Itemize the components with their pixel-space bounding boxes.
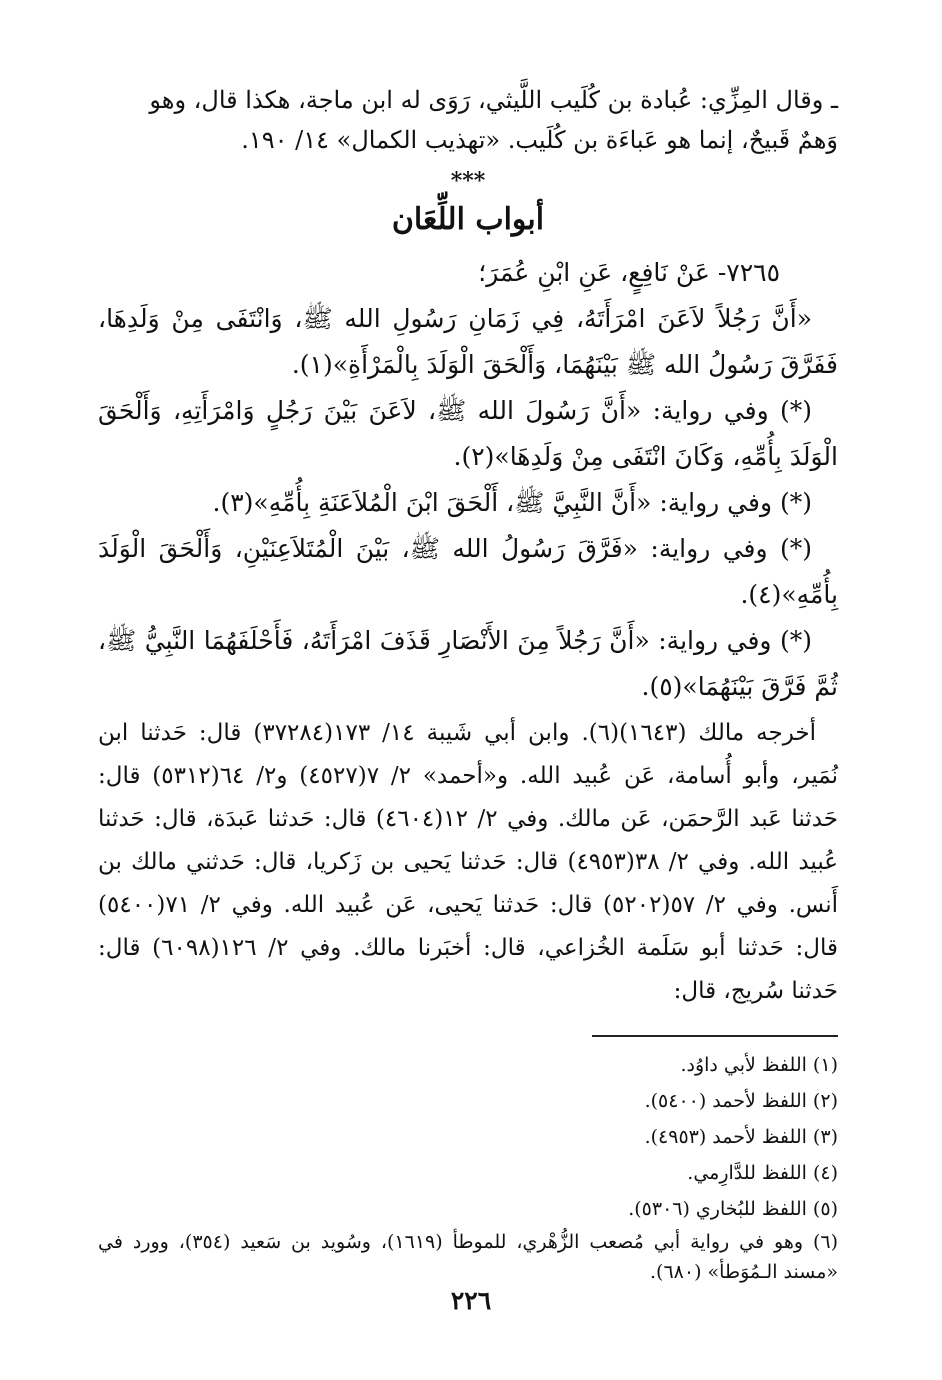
- intro-line-2: وَهمٌ قَبيحٌ، إنما هو عَباءَة بن كُلَيب. «تهذيب الكمال» ١٤/ ١٩٠.: [241, 126, 838, 154]
- takhrij-section: [98, 712, 838, 1013]
- hadith-riwaya-1: (*) وفي رواية: «أَنَّ رَسُولَ الله ﷺ، لاَعَنَ بَيْنَ رَجُلٍ وَامْرَأَتِهِ، وَأَلْحَقَ الْوَلَدَ بِأُمِّهِ، وَكَانَ انْتَفَى مِنْ وَلَدِهَا»(٢).: [98, 396, 838, 471]
- page-number: ٢٢٦: [450, 1286, 492, 1315]
- hadith-riwaya-4: (*) وفي رواية: «أَنَّ رَجُلاً مِنَ الأَنْصَارِ قَذَفَ امْرَأَتَهُ، فَأَحْلَفَهُمَا النَّبِيُّ ﷺ، ثُمَّ فَرَّقَ بَيْنَهُمَا»(٥).: [98, 626, 838, 701]
- footnote-1: (١) اللفظ لأبي داوُد.: [680, 1054, 838, 1076]
- intro-note: [98, 80, 838, 160]
- footnote-2: (٢) اللفظ لأحمد (٥٤٠٠).: [644, 1090, 838, 1112]
- hadith-riwaya-3: (*) وفي رواية: «فَرَّقَ رَسُولُ الله ﷺ، بَيْنَ الْمُتَلاَعِنَيْنِ، وَأَلْحَقَ الْوَلَدَ بِأُمِّهِ»(٤).: [98, 534, 838, 609]
- footnote-6: (٦) وهو في رواية أبي مُصعب الزُّهْري، للموطأ (١٦١٩)، وسُويد بن سَعيد (٣٥٤)، وورد في «مسند الـمُوَطأ» (٦٨٠).: [98, 1231, 839, 1283]
- chapter-title: أبواب اللِّعَان: [391, 202, 545, 237]
- footnotes: [98, 1047, 838, 1287]
- intro-line-1: ـ وقال المِزِّي: عُبادة بن كُلَيب اللَّيثي، رَوَى له ابن ماجة، هكذا قال، وهو: [149, 86, 838, 114]
- hadith-riwaya-2: (*) وفي رواية: «أَنَّ النَّبِيَّ ﷺ، أَلْحَقَ ابْنَ الْمُلاَعَنَةِ بِأُمِّهِ»(٣).: [212, 488, 812, 517]
- footnote-divider: [592, 1035, 838, 1037]
- section-separator: ***: [450, 168, 486, 194]
- footnote-4: (٤) اللفظ للدَّارِمي.: [687, 1162, 838, 1184]
- hadith-block: [98, 250, 838, 710]
- footnote-5: (٥) اللفظ للبُخاري (٥٣٠٦).: [628, 1198, 838, 1220]
- footnote-3: (٣) اللفظ لأحمد (٤٩٥٣).: [644, 1126, 838, 1148]
- takhrij-text: أخرجه مالك (١٦٤٣)(٦). وابن أبي شَيبة ١٤/ ١٧٣(٣٧٢٨٤) قال: حَدثنا ابن نُمَير، وأبو أُسامة، عَن عُبيد الله. و«أحمد» ٢/ ٧(٤٥٢٧) و٢/ ٦٤(٥٣١٢) قال: حَدثنا عَبد الرَّحمَن، عَن مالك. وفي ٢/ ١٢(٤٦٠٤) قال: حَدثنا عَبدَة، قال: حَدثنا عُبيد الله. وفي ٢/ ٣٨(٤٩٥٣) قال: حَدثنا يَحيى بن زَكريا، قال: حَدثني مالك بن أَنس. وفي ٢/ ٥٧(٥٢٠٢) قال: حَدثنا يَحيى، عَن عُبيد الله. وفي ٢/ ٧١(٥٤٠٠) قال: حَدثنا أبو سَلَمة الخُزاعي، قال: أخبَرنا مالك. وفي ٢/ ١٢٦(٦٠٩٨) قال: حَدثنا سُريج، قال:: [98, 720, 839, 1004]
- hadith-number-line: ٧٢٦٥- عَنْ نَافِعٍ، عَنِ ابْنِ عُمَرَ؛: [478, 258, 780, 287]
- hadith-main-text: «أَنَّ رَجُلاً لاَعَنَ امْرَأَتَهُ، فِي زَمَانِ رَسُولِ الله ﷺ، وَانْتَفَى مِنْ وَلَدِهَا، فَفَرَّقَ رَسُولُ الله ﷺ بَيْنَهُمَا، وَأَلْحَقَ الْوَلَدَ بِالْمَرْأَةِ»(١).: [98, 304, 838, 379]
